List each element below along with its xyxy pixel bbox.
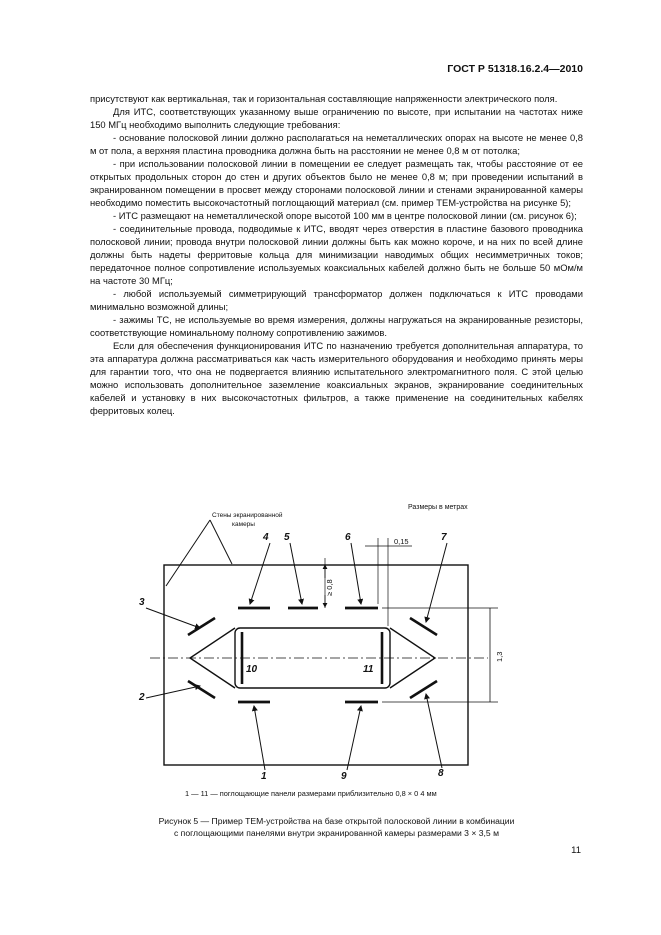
label-7: 7: [441, 532, 447, 543]
figure-legend: 1 — 11 — поглощающие панели размерами приблизительно 0,8 × 0 4 мм: [185, 789, 437, 798]
panel-7: [410, 618, 437, 635]
leader-8: [426, 694, 442, 768]
label-8: 8: [438, 768, 444, 779]
leader-3: [146, 608, 200, 628]
leader-1: [254, 706, 265, 770]
leader-5: [290, 543, 302, 604]
label-11: 11: [363, 664, 374, 675]
chamber-wall: [164, 565, 468, 765]
dim-gap-value: 0,15: [394, 537, 409, 546]
leader-6: [351, 543, 361, 604]
caption-line: Рисунок 5 — Пример ТЕМ-устройства на базе открытой полосковой линии в комбинации: [158, 816, 515, 826]
label-3: 3: [139, 597, 145, 608]
panel-8: [410, 681, 437, 698]
walls-label: камеры: [232, 521, 255, 528]
label-6: 6: [345, 532, 351, 543]
panel-3: [188, 618, 215, 635]
dim-height-value: ≥ 0,8: [325, 579, 334, 596]
paragraph: - любой используемый симметрирующий трансформатор должен подключаться к ИТС проводами минимально возможной длины;: [90, 288, 583, 312]
body-text: [90, 92, 583, 417]
paragraph: - ИТС размещают на неметаллической опоре высотой 100 мм в центре полосковой линии (см. рисунок 6);: [113, 210, 577, 221]
label-1: 1: [261, 771, 267, 780]
paragraph: Для ИТС, соответствующих указанному выше ограничению по высоте, при испытании на частотах ниже 150 МГц необходимо выполнить следующие требования:: [90, 106, 583, 130]
panel-2: [188, 681, 215, 698]
figure-caption: [90, 815, 583, 839]
label-2: 2: [139, 692, 145, 703]
label-5: 5: [284, 532, 290, 543]
walls-leader: [210, 520, 232, 564]
leader-9: [347, 706, 361, 770]
paragraph: - при использовании полосковой линии в помещении ее следует размещать так, чтобы расстояние от ее открытых продольных сторон до стен и других объектов было не менее 0,8 м; при проведении испытаний в экранированном помещении в просвет между сторонами полосковой линии и стенами экранированной камеры необходимо поместить высокочастотный поглощающий материал (см. пример ТЕМ-устройства на рисунке 5);: [90, 158, 583, 208]
document-id: ГОСТ Р 51318.16.2.4—2010: [447, 63, 583, 75]
walls-leader: [166, 520, 210, 586]
walls-label: Стены экранированной: [212, 512, 283, 519]
paragraph: Если для обеспечения функционирования ИТС по назначению требуется дополнительная аппаратура, то эта аппаратура должна рассматриваться как часть измерительного оборудования и необходимо принять меры для гарантии того, что она не подвергается влиянию испытательного электромагнитного поля. С этой целью можно использовать дополнительное заземление коаксиальных экранов, экранирование соединительных кабелей и установку в них высокочастотных фильтров, а также применение на соединительных кабелях ферритовых колец.: [90, 340, 583, 416]
leader-7: [426, 543, 447, 622]
paragraph: - основание полосковой линии должно располагаться на неметаллических опорах на высоте не менее 0,8 м от пола, а верхняя пластина проводника должна быть на расстоянии не менее 0,8 м от потолка;: [90, 132, 583, 156]
units-note: Размеры в метрах: [408, 504, 468, 511]
dim-width-value: 1,3: [495, 651, 504, 662]
paragraph: присутствуют как вертикальная, так и горизонтальная составляющие напряженности электрического поля.: [90, 93, 558, 104]
label-10: 10: [246, 664, 258, 675]
label-4: 4: [263, 532, 269, 543]
figure-tem-device: [120, 500, 520, 780]
caption-line: с поглощающими панелями внутри экранированной камеры размерами 3 × 3,5 м: [173, 828, 499, 838]
page-number: 11: [571, 845, 581, 856]
paragraph: - зажимы ТС, не используемые во время измерения, должны нагружаться на экранированные резисторы, соответствующие номинальному полному сопротивлению зажимов.: [90, 314, 583, 338]
label-9: 9: [341, 771, 347, 780]
paragraph: - соединительные провода, подводимые к ИТС, вводят через отверстия в пластине базового проводника полосковой линии; провода внутри полосковой линии должны быть как можно короче, и на них по всей длине должны быть надеты ферритовые кольца для минимизации наводимых общих несимметричных токов; передаточное полное сопротивление используемых коаксиальных кабелей должно быть не больше 50 мОм/м на частоте 30 МГц;: [90, 223, 583, 286]
leader-2: [146, 686, 200, 698]
leader-4: [250, 543, 270, 604]
figure-drawing: [120, 500, 520, 780]
